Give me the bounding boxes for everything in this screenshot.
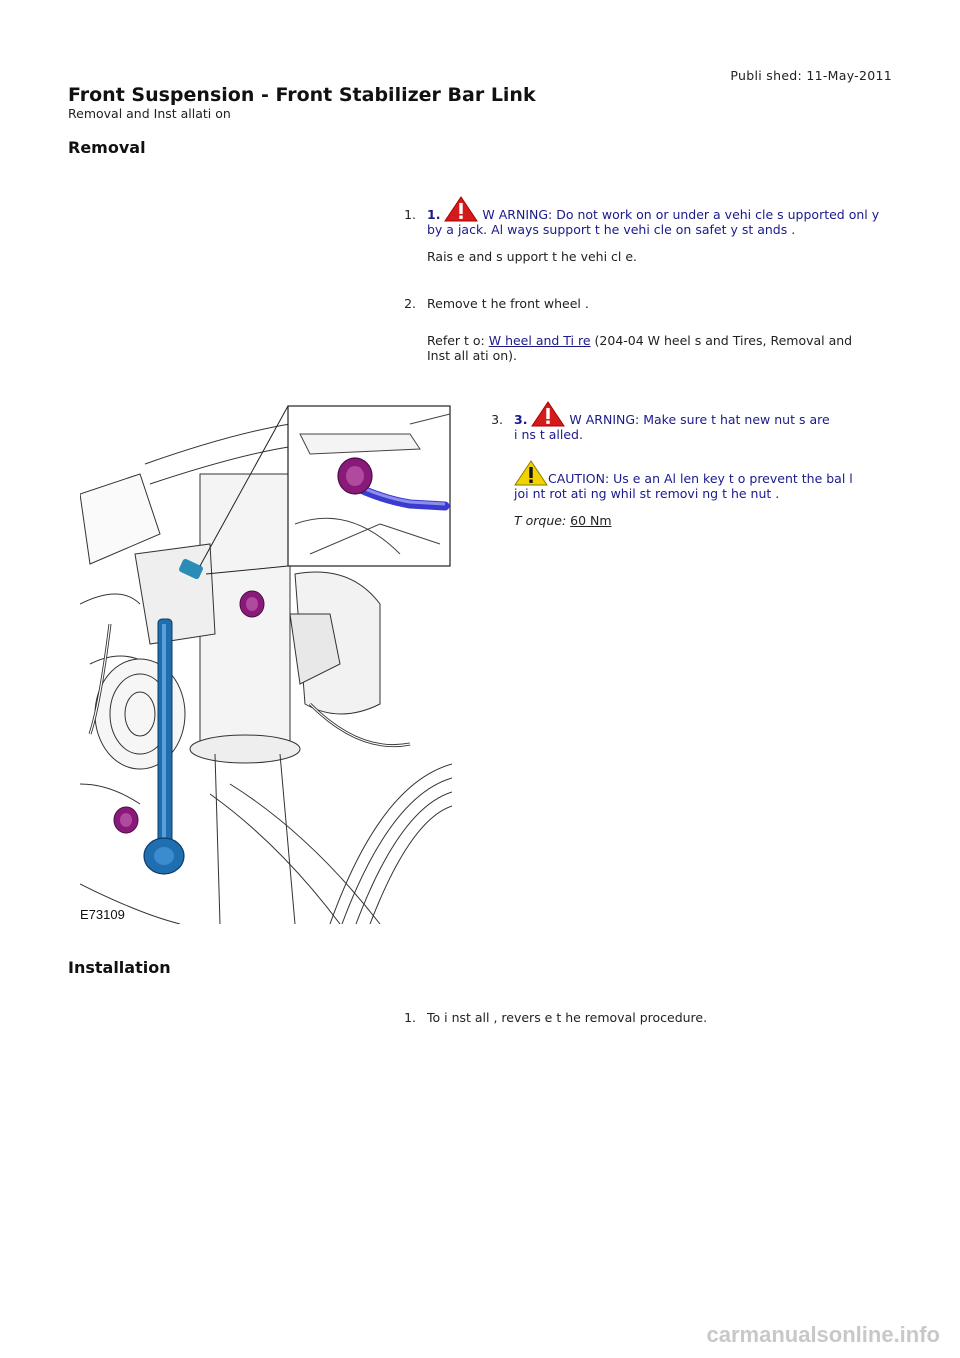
- step-3-caution-line2: joi nt rot ati ng whil st removi ng t he nut .: [514, 486, 780, 501]
- figure-label: E73109: [80, 907, 125, 922]
- stabilizer-link-diagram: [80, 404, 452, 924]
- step-1-warning: [427, 196, 897, 237]
- warning-triangle-icon: [531, 401, 565, 427]
- step-3-warning-line1: W ARNING: Make sure t hat new nut s are: [565, 412, 830, 427]
- install-step-1-number: 1.: [404, 1010, 416, 1025]
- step-2-refer-suffix-line2: Inst all ati on).: [427, 348, 518, 363]
- step-3-number: 3.: [491, 412, 503, 427]
- step-1-warning-line1: W ARNING: Do not work on or under a vehi cle s upported onl y: [478, 207, 880, 222]
- installation-heading: Installation: [68, 958, 171, 977]
- step-1-bold-number: 1.: [427, 207, 441, 222]
- step-3-caution: [514, 460, 894, 501]
- install-step-1-text: To i nst all , revers e t he removal procedure.: [427, 1010, 708, 1025]
- step-2-refer: [427, 333, 897, 363]
- step-3-warning: [514, 401, 894, 442]
- caution-triangle-icon: [514, 460, 548, 486]
- watermark: carmanualsonline.info: [706, 1322, 940, 1347]
- wheel-and-tire-link[interactable]: W heel and Ti re: [488, 333, 591, 348]
- step-2-text: Remove t he front wheel .: [427, 296, 589, 311]
- step-2-number: 2.: [404, 296, 416, 311]
- step-1-number: 1.: [404, 207, 416, 222]
- step-3-warning-line2: i ns t alled.: [514, 427, 583, 442]
- step-3-caution-line1: CAUTION: Us e an Al len key t o prevent the bal l: [548, 471, 853, 486]
- removal-heading: Removal: [68, 138, 146, 157]
- step-3-torque: [514, 513, 612, 528]
- page-title: Front Suspension - Front Stabilizer Bar Link: [68, 84, 536, 106]
- suspension-illustration: [80, 404, 452, 924]
- torque-label: T orque:: [514, 513, 567, 528]
- step-1-text: Rais e and s upport t he vehi cl e.: [427, 249, 638, 264]
- step-1-warning-line2: by a jack. Al ways support t he vehi cle on safet y st ands .: [427, 222, 796, 237]
- page-subtitle: Removal and Inst allati on: [68, 106, 231, 121]
- torque-value[interactable]: 60 Nm: [570, 513, 612, 528]
- step-2-refer-suffix-line1: (204-04 W heel s and Tires, Removal and: [590, 333, 853, 348]
- warning-triangle-icon: [444, 196, 478, 222]
- step-2-refer-prefix: Refer t o:: [427, 333, 489, 348]
- step-3-bold-number: 3.: [514, 412, 528, 427]
- published-date: Publi shed: 11-May-2011: [730, 68, 892, 83]
